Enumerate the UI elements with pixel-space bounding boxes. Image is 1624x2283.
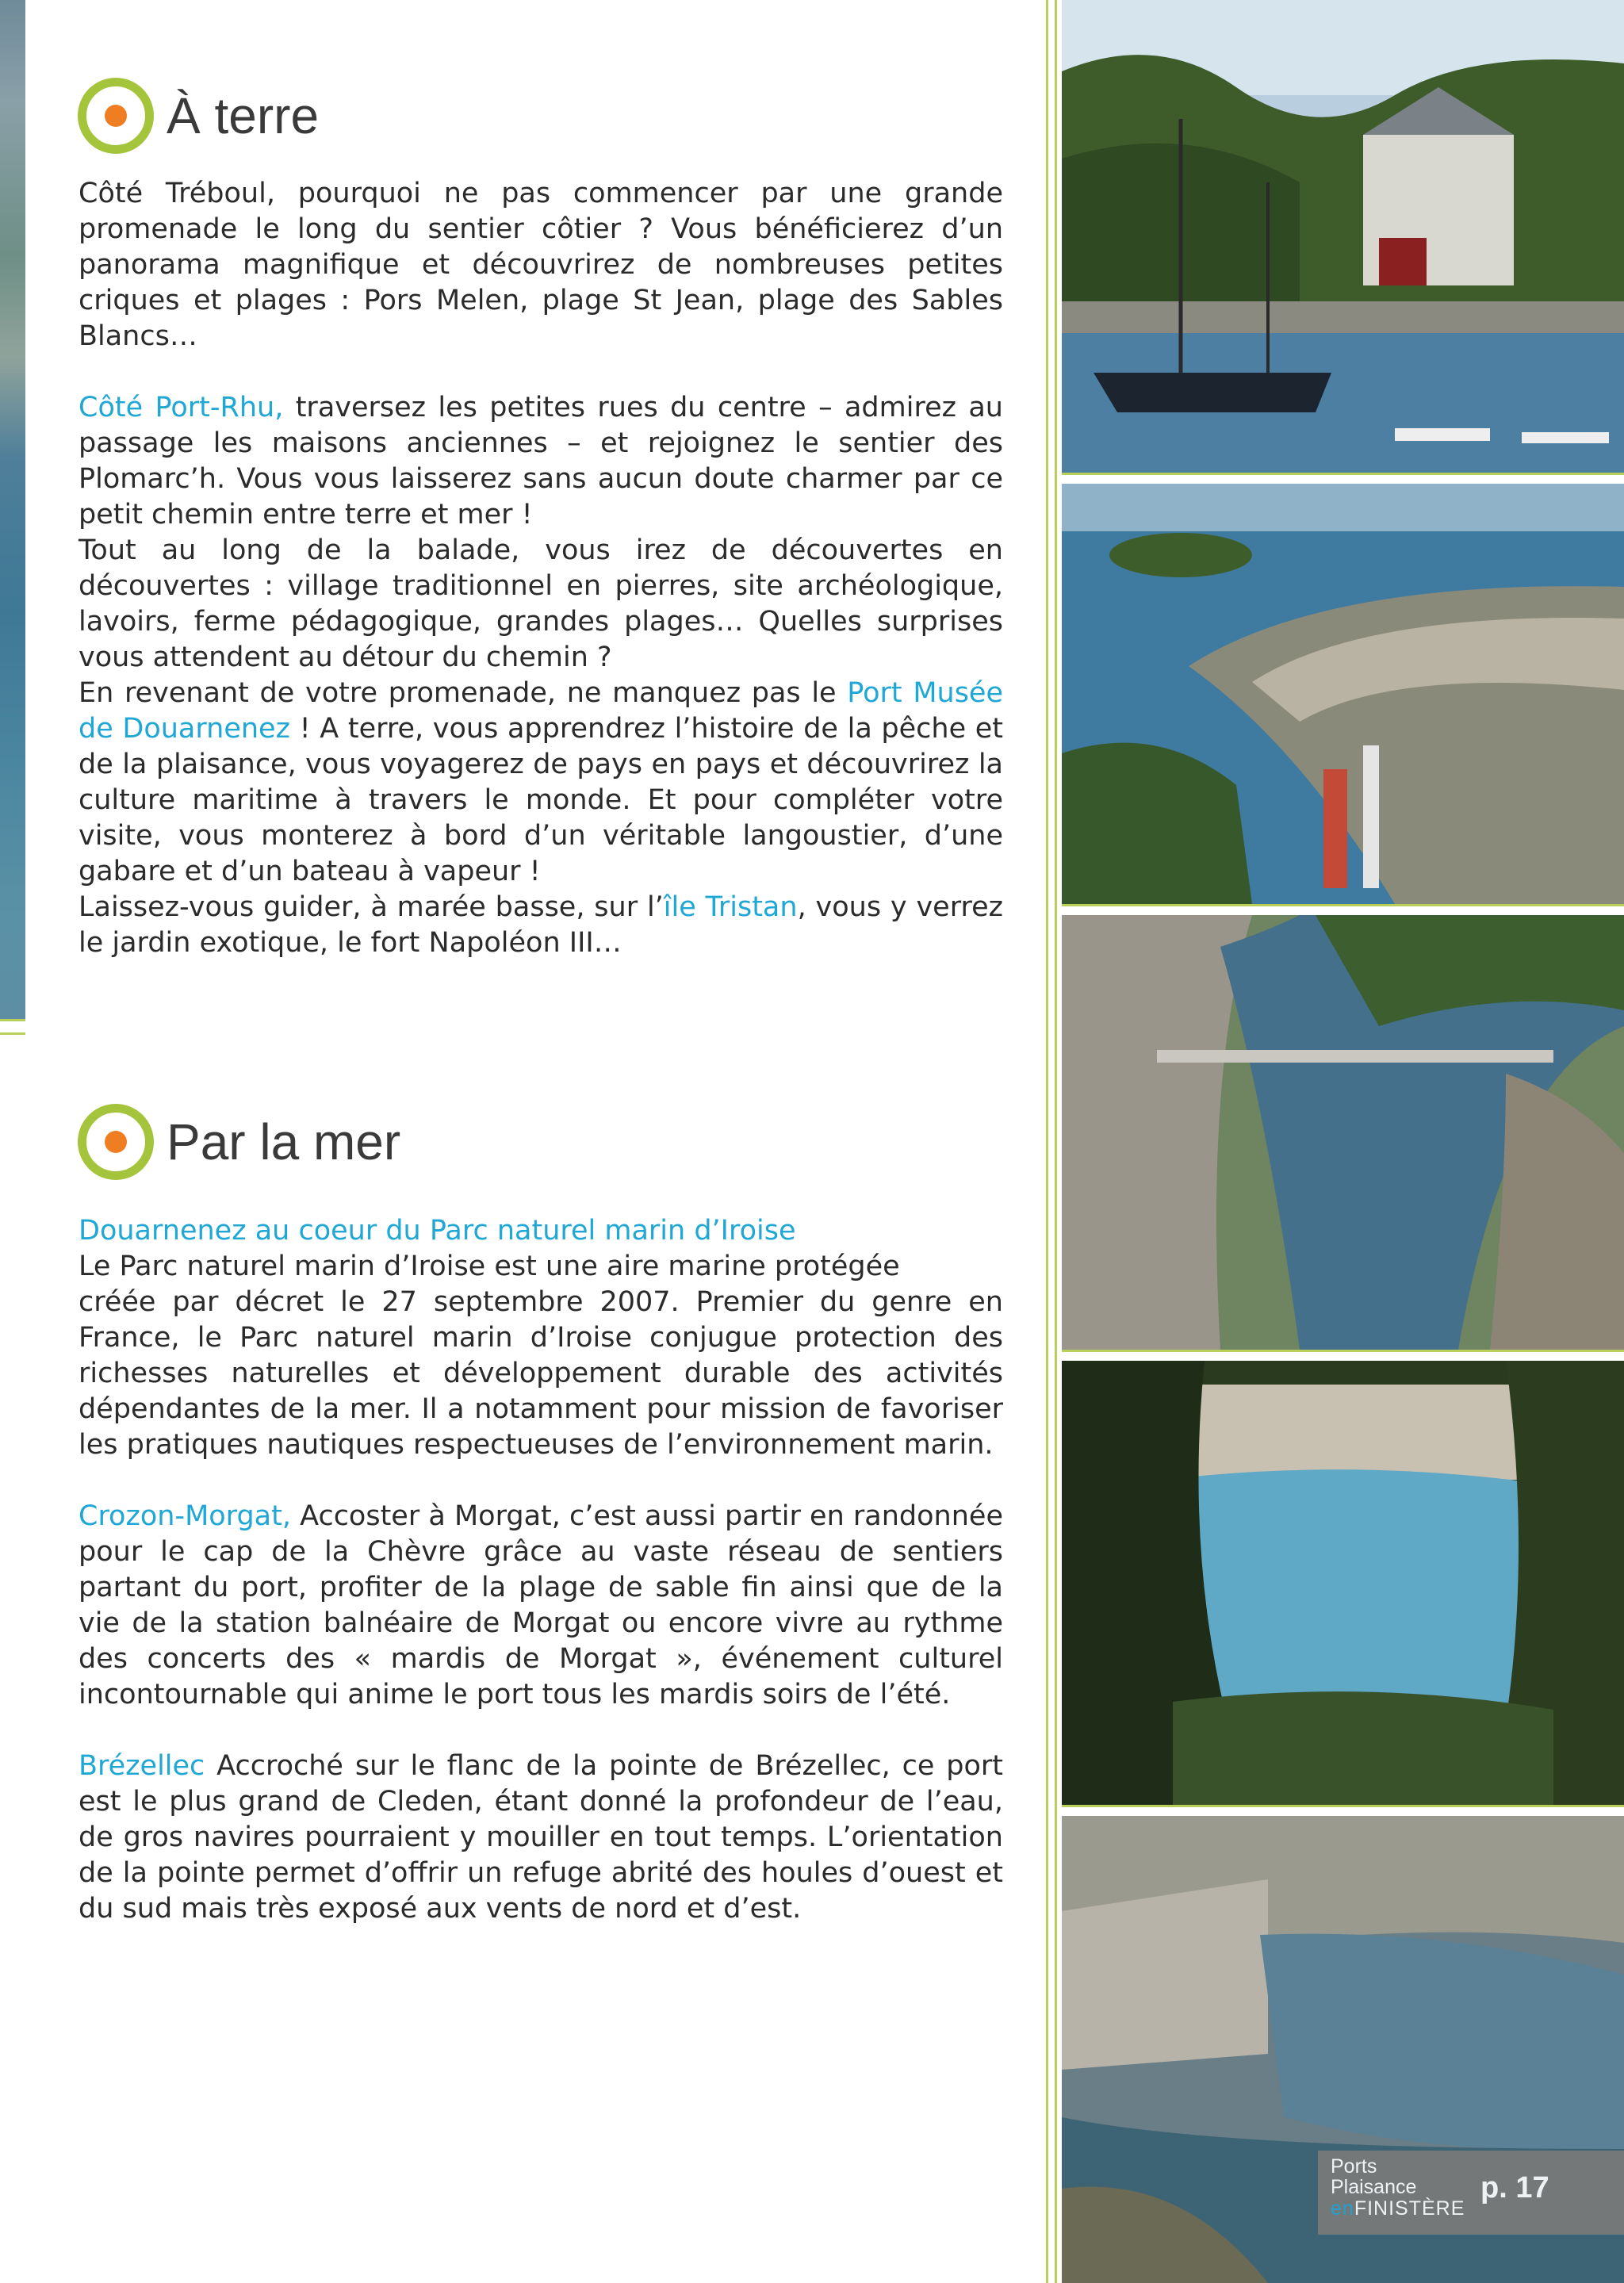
section-heading-sea [78,1104,400,1180]
photo-river-port [1062,915,1624,1352]
logo-line: enFINISTÈRE [1331,2197,1465,2220]
highlight-link[interactable]: Port Musée de Douarnenez [79,677,1003,745]
highlight-link[interactable]: Crozon-Morgat, [79,1500,291,1532]
bullet-icon [78,78,154,154]
paragraph: créée par décret le 27 septembre 2007. Premier du genre en France, le Parc naturel marin d’Iroise conjugue protection des richesses naturelles et développement durable des activités dépendantes de la mer. Il a notamment pour mission de favoriser les pratiques nautiques respectueuses de l’environnement marin. [79,1286,1003,1461]
paragraph: Le Parc naturel marin d’Iroise est une aire marine protégée [79,1251,900,1282]
section-title: À terre [167,87,320,144]
left-edge-photo [0,0,25,1019]
photo-column [1057,0,1624,2283]
paragraph: Crozon-Morgat, Accoster à Morgat, c’est aussi partir en randonnée pour le cap de la Chèvre grâce au vaste réseau de sentiers partant du port, profiter de la plage de sable fin ainsi que de la vie de la station balnéaire de Morgat ou encore vivre au rythme des concerts des « mardis de Morgat », événement culturel incontournable qui anime le port tous les mardis soirs de l’été. [79,1500,1003,1710]
logo-line: Ports [1331,2155,1377,2178]
subheading-link[interactable]: Douarnenez au coeur du Parc naturel marin d’Iroise [79,1215,796,1247]
paragraph: Côté Port-Rhu, traversez les petites rues du centre – admirez au passage les maisons anciennes – et rejoignez le sentier des Plomarc’h. Vous vous laisserez sans aucun doute charmer par ce petit chemin entre terre et mer ! [79,392,1003,531]
photo-villa-bay [1062,0,1624,475]
paragraph: Tout au long de la balade, vous irez de découvertes en découvertes : village traditionnel en pierres, site archéologique, lavoirs, ferme pédagogique, grandes plages… Quelles surprises vous attendent au détour du chemin ? [79,534,1003,673]
page-number: p. 17 [1480,2171,1549,2204]
paragraph: Brézellec Accroché sur le flanc de la pointe de Brézellec, ce port est le plus grand de Cleden, étant donné la profondeur de l’eau, de gros navires pourraient y mouiller en tout temps. L’orientation de la pointe permet d’offrir un refuge abrité des houles d’ouest et du sud mais très exposé aux vents de nord et d’est. [79,1750,1003,1925]
section-heading-land [78,78,319,154]
section-title: Par la mer [167,1113,401,1170]
highlight-link[interactable]: Brézellec [79,1750,205,1782]
ports-plaisance-logo [1318,2151,1624,2235]
photo-morgat-bay [1062,1361,1624,1807]
paragraph: Côté Tréboul, pourquoi ne pas commencer par une grande promenade le long du sentier côtier ? Vous bénéficierez d’un panorama magnifique et découvrirez de nombreuses petites criques et plages : Pors Melen, plage St Jean, plage des Sables Blancs… [79,178,1003,352]
paragraph: Laissez-vous guider, à marée basse, sur l’île Tristan, vous y verrez le jardin exotique, le fort Napoléon III… [79,891,1003,959]
logo-line: Plaisance [1331,2176,1417,2198]
highlight-link[interactable]: île Tristan [663,891,798,923]
sea-text [79,1213,1003,1927]
divider-lines [0,1019,25,1035]
highlight-link[interactable]: Côté Port-Rhu, [79,392,284,423]
bullet-icon [78,1104,154,1180]
paragraph: En revenant de votre promenade, ne manquez pas le Port Musée de Douarnenez ! A terre, vous apprendrez l’histoire de la pêche et de la plaisance, vous voyagerez de pays en pays et découvrirez la culture maritime à travers le monde. Et pour compléter votre visite, vous monterez à bord d’un véritable langoustier, d’une gabare et d’un bateau à vapeur ! [79,677,1004,887]
land-text [79,176,1003,961]
photo-aerial-harbour [1062,484,1624,906]
